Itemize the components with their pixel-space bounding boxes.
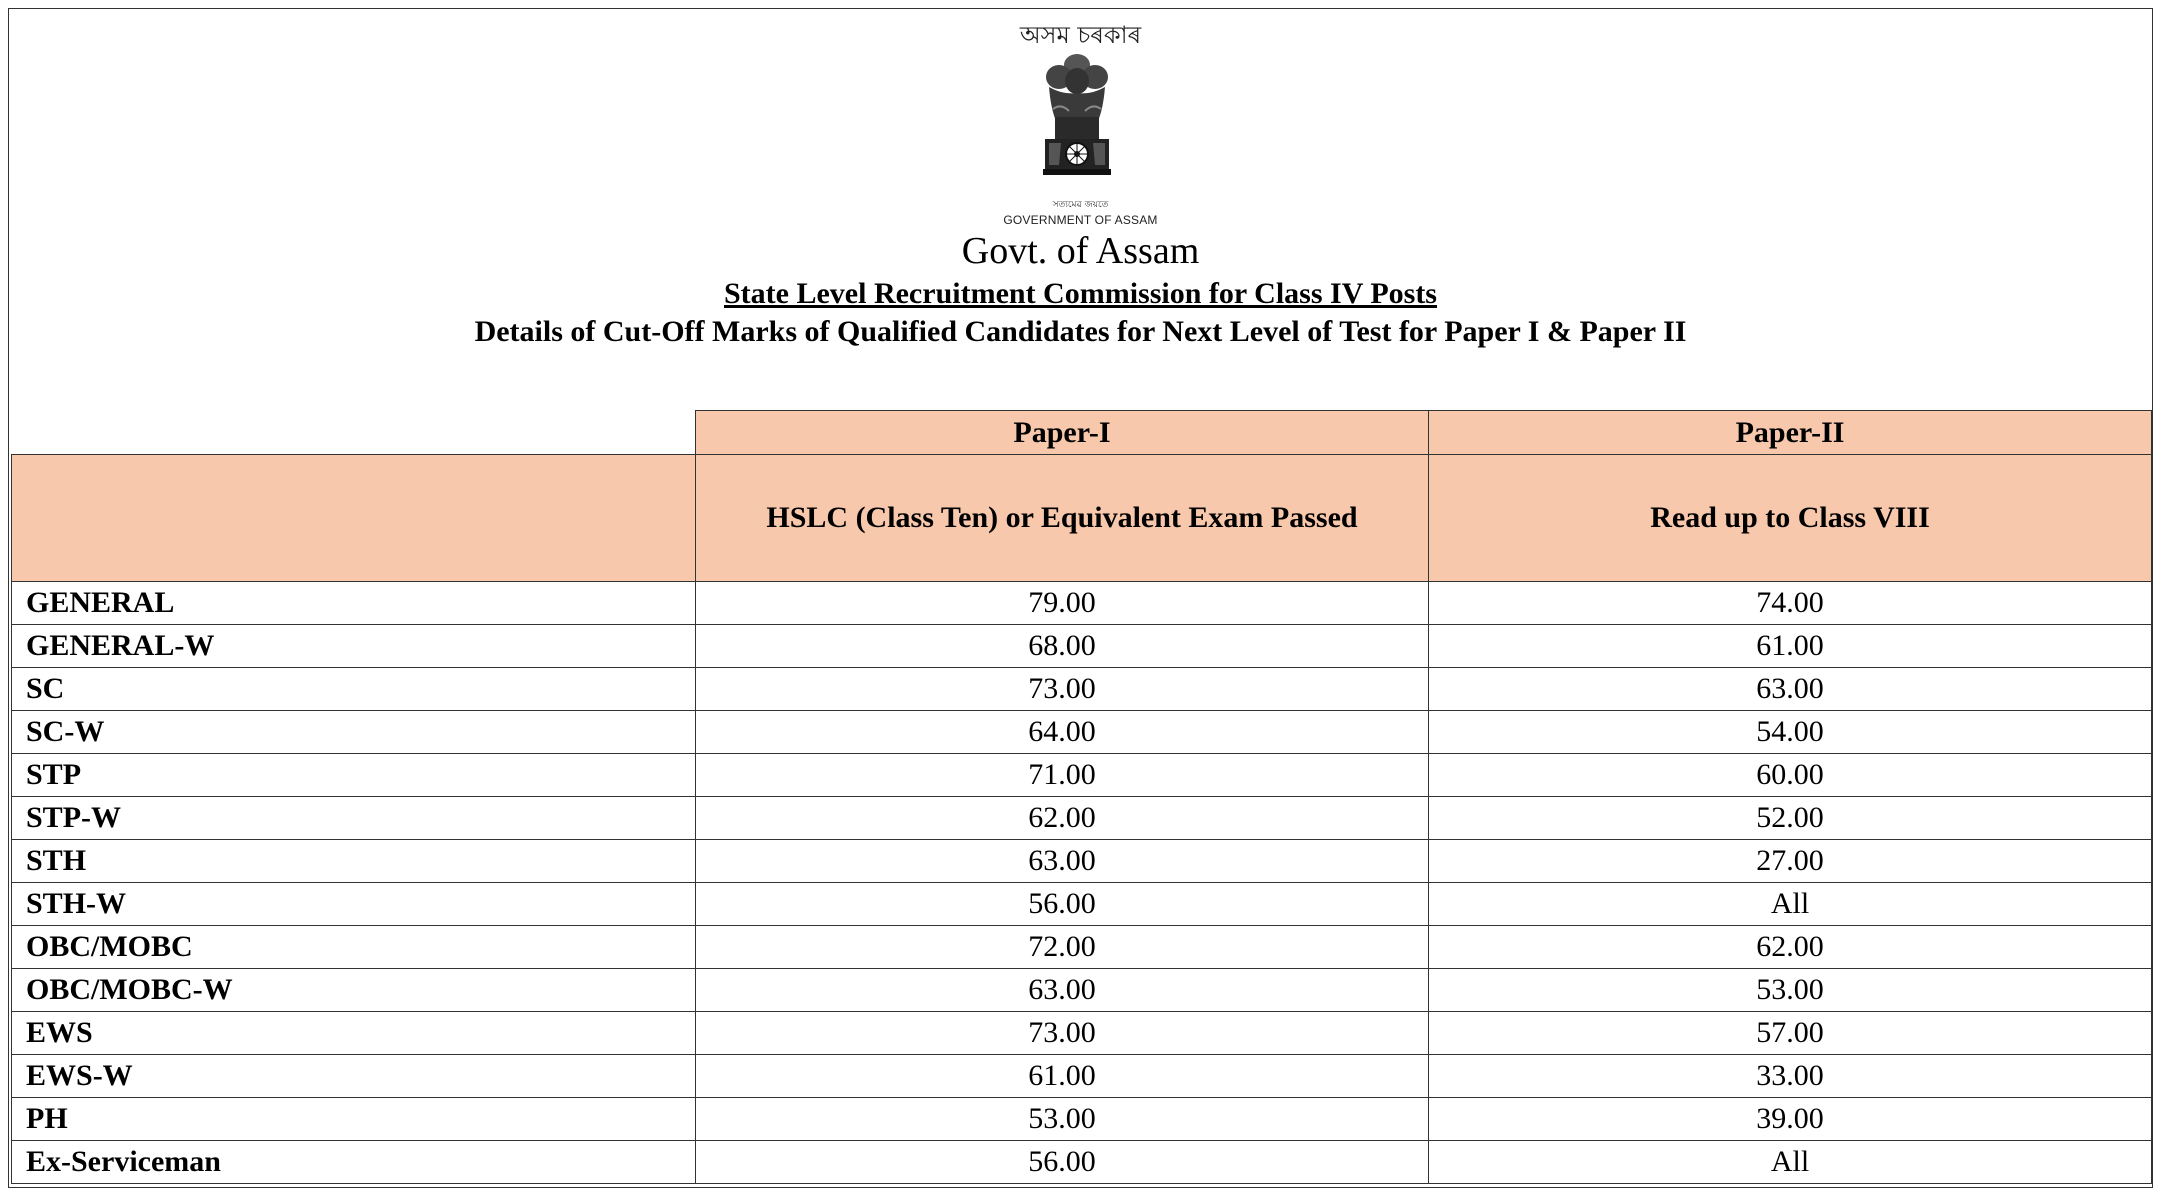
paper-2-cutoff-cell: 53.00 [1429, 969, 2152, 1012]
paper-1-cutoff-cell: 79.00 [696, 582, 1429, 625]
table-row [12, 797, 2152, 840]
paper-1-cutoff-cell: 64.00 [696, 711, 1429, 754]
commission-title [9, 277, 2152, 311]
category-cell: OBC/MOBC-W [12, 969, 696, 1012]
category-cell: GENERAL [12, 582, 696, 625]
paper-1-cutoff-cell: 56.00 [696, 1141, 1429, 1184]
category-cell: STH-W [12, 883, 696, 926]
paper-2-cutoff-cell: 63.00 [1429, 668, 2152, 711]
category-cell: STP-W [12, 797, 696, 840]
paper-2-cutoff-cell: All [1429, 1141, 2152, 1184]
paper-2-cutoff-cell: 33.00 [1429, 1055, 2152, 1098]
paper-1-qualification: HSLC (Class Ten) or Equivalent Exam Passed [696, 455, 1429, 582]
paper-2-cutoff-cell: 62.00 [1429, 926, 2152, 969]
paper-2-cutoff-cell: All [1429, 883, 2152, 926]
category-cell: GENERAL-W [12, 625, 696, 668]
table-row [12, 668, 2152, 711]
table-row [12, 926, 2152, 969]
table-row [12, 969, 2152, 1012]
paper-1-cutoff-cell: 61.00 [696, 1055, 1429, 1098]
govt-title: Govt. of Assam [961, 230, 1200, 272]
document-subtitle: Details of Cut-Off Marks of Qualified Candidates for Next Level of Test for Paper I & Paper II [474, 315, 1687, 348]
category-cell: STP [12, 754, 696, 797]
paper-1-cutoff-cell: 56.00 [696, 883, 1429, 926]
category-cell: OBC/MOBC [12, 926, 696, 969]
table-body [12, 582, 2152, 1184]
table-row [12, 840, 2152, 883]
paper-1-cutoff-cell: 62.00 [696, 797, 1429, 840]
paper-1-header: Paper-I [696, 411, 1429, 455]
blank-corner-cell [12, 411, 696, 455]
paper-1-cutoff-cell: 68.00 [696, 625, 1429, 668]
document-page [8, 8, 2153, 1188]
commission-title-text: State Level Recruitment Commission for Class IV Posts [724, 277, 1437, 310]
category-cell: EWS-W [12, 1055, 696, 1098]
paper-1-cutoff-cell: 73.00 [696, 1012, 1429, 1055]
table-row [12, 625, 2152, 668]
cutoff-table [11, 410, 2152, 1184]
category-cell: PH [12, 1098, 696, 1141]
paper-2-cutoff-cell: 27.00 [1429, 840, 2152, 883]
category-cell: EWS [12, 1012, 696, 1055]
category-cell: SC [12, 668, 696, 711]
paper-2-cutoff-cell: 74.00 [1429, 582, 2152, 625]
table-row [12, 711, 2152, 754]
category-cell: Ex-Serviceman [12, 1141, 696, 1184]
paper-2-cutoff-cell: 52.00 [1429, 797, 2152, 840]
paper-2-cutoff-cell: 39.00 [1429, 1098, 2152, 1141]
table-row [12, 1012, 2152, 1055]
qualification-header-row [12, 455, 2152, 582]
paper-header-row [12, 411, 2152, 455]
paper-1-cutoff-cell: 71.00 [696, 754, 1429, 797]
category-header-cell [12, 455, 696, 582]
government-of-assam-caption: GOVERNMENT OF ASSAM [1003, 213, 1158, 227]
table-row [12, 1055, 2152, 1098]
national-emblem-icon [1031, 51, 1123, 201]
paper-2-cutoff-cell: 61.00 [1429, 625, 2152, 668]
paper-2-qualification: Read up to Class VIII [1429, 455, 2152, 582]
paper-1-cutoff-cell: 73.00 [696, 668, 1429, 711]
table-row [12, 1098, 2152, 1141]
paper-1-cutoff-cell: 72.00 [696, 926, 1429, 969]
paper-1-cutoff-cell: 63.00 [696, 969, 1429, 1012]
category-cell: STH [12, 840, 696, 883]
paper-2-header: Paper-II [1429, 411, 2152, 455]
assamese-title: অসম চৰকাৰ [1019, 21, 1142, 49]
table-row [12, 1141, 2152, 1184]
paper-1-cutoff-cell: 53.00 [696, 1098, 1429, 1141]
table-row [12, 883, 2152, 926]
paper-2-cutoff-cell: 54.00 [1429, 711, 2152, 754]
category-cell: SC-W [12, 711, 696, 754]
table-row [12, 582, 2152, 625]
paper-2-cutoff-cell: 60.00 [1429, 754, 2152, 797]
paper-1-cutoff-cell: 63.00 [696, 840, 1429, 883]
emblem-motto: সত্যমেৱ জয়তে [1052, 200, 1109, 210]
paper-2-cutoff-cell: 57.00 [1429, 1012, 2152, 1055]
table-row [12, 754, 2152, 797]
